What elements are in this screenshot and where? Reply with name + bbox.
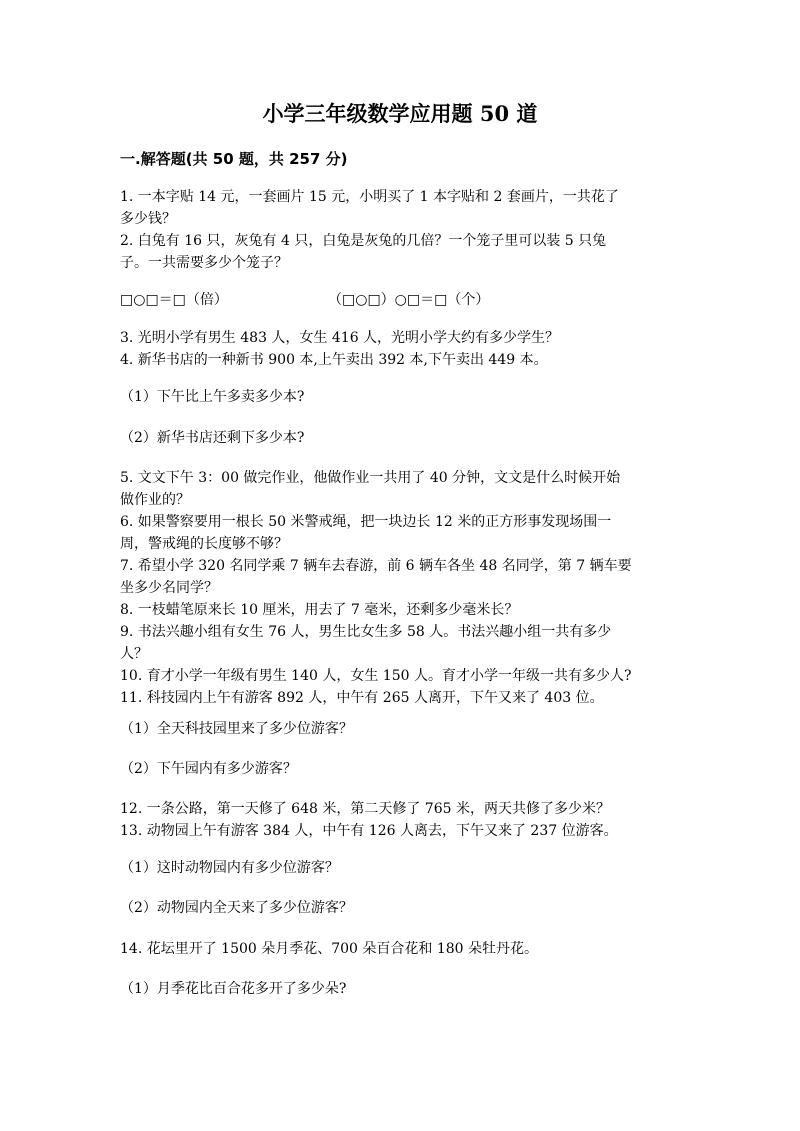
question-5-to-11 (120, 467, 690, 709)
question-4-sub-2-text: （2）新华书店还剩下多少本? (120, 430, 305, 446)
question-9-line-2: 人？ (120, 646, 148, 662)
question-2-line-1: 2. 白兔有 16 只，灰兔有 4 只，白兔是灰兔的几倍？一个笼子里可以装 5 只兔 (120, 233, 607, 249)
question-13-sub-2 (120, 897, 690, 919)
question-5-line-1: 5. 文文下午 3：00 做完作业，他做作业一共用了 40 分钟，文文是什么时候开始 (120, 470, 621, 486)
page-title: 小学三年级数学应用题 50 道 (262, 101, 538, 126)
question-13-sub-2-text: （2）动物园内全天来了多少位游客？ (120, 900, 353, 916)
question-12: 12. 一条公路，第一天修了 648 米，第二天修了 765 米，两天共修了多少米？ (120, 801, 610, 817)
question-8: 8. 一枝蜡笔原来长 10 厘米，用去了 7 毫米，还剩多少毫米长？ (120, 602, 519, 618)
question-4-sub-2 (120, 427, 690, 449)
question-1 (120, 186, 690, 230)
question-2 (120, 230, 690, 274)
question-11-sub-2 (120, 758, 690, 780)
question-9-line-1: 9. 书法兴趣小组有女生 76 人，男生比女生多 58 人。书法兴趣小组一共有多少 (120, 624, 612, 640)
question-14-text: 14. 花坛里开了 1500 朵月季花、700 朵百合花和 180 朵牡丹花。 (120, 941, 539, 957)
formula-cages: （□○□）○□＝□（个） (328, 292, 490, 308)
question-11-sub-2-text: （2）下午园内有多少游客？ (120, 761, 297, 777)
question-7-line-1: 7. 希望小学 320 名同学乘 7 辆车去春游，前 6 辆车各坐 48 名同学，第 7 辆车要 (120, 558, 632, 574)
question-14-sub-1-text: （1）月季花比百合花多开了多少朵? (120, 981, 347, 997)
question-14-sub-1 (120, 978, 690, 1000)
question-4-sub-1-text: （1）下午比上午多卖多少本? (120, 389, 305, 405)
question-13-sub-1-text: （1）这时动物园内有多少位游客？ (120, 860, 339, 876)
question-13: 13. 动物园上午有游客 384 人，中午有 126 人离去，下午又来了 237 位游客。 (120, 823, 618, 839)
formula-times: □○□＝□（倍） (120, 292, 228, 308)
question-10: 10. 育才小学一年级有男生 140 人，女生 150 人。育才小学一年级一共有多少人? (120, 668, 632, 684)
question-3: 3. 光明小学有男生 483 人，女生 416 人，光明小学大约有多少学生？ (120, 330, 560, 346)
question-3-4 (120, 327, 690, 371)
question-11: 11. 科技园内上午有游客 892 人，中午有 265 人离开，下午又来了 403 位。 (120, 690, 604, 706)
question-13-sub-1 (120, 857, 690, 879)
question-14 (120, 938, 690, 960)
question-11-sub-1 (120, 718, 690, 740)
question-2-line-2: 子。一共需要多少个笼子？ (120, 255, 288, 271)
question-1-line-2: 多少钱？ (120, 211, 176, 227)
question-1-line-1: 1. 一本字贴 14 元，一套画片 15 元，小明买了 1 本字贴和 2 套画片，一共花了 (120, 189, 619, 205)
question-5-line-2: 做作业的？ (120, 492, 190, 508)
question-4: 4. 新华书店的一种新书 900 本,上午卖出 392 本,下午卖出 449 本。 (120, 352, 548, 368)
section-heading: 一.解答题(共 50 题，共 257 分) (120, 150, 348, 168)
question-11-sub-1-text: （1）全天科技园里来了多少位游客？ (120, 721, 353, 737)
question-6-line-1: 6. 如果警察要用一根长 50 米警戒绳，把一块边长 12 米的正方形事发现场围一 (120, 514, 612, 530)
question-12-13 (120, 798, 690, 842)
question-6-line-2: 周，警戒绳的长度够不够？ (120, 536, 288, 552)
question-4-sub-1 (120, 386, 690, 408)
question-7-line-2: 坐多少名同学？ (120, 580, 218, 596)
